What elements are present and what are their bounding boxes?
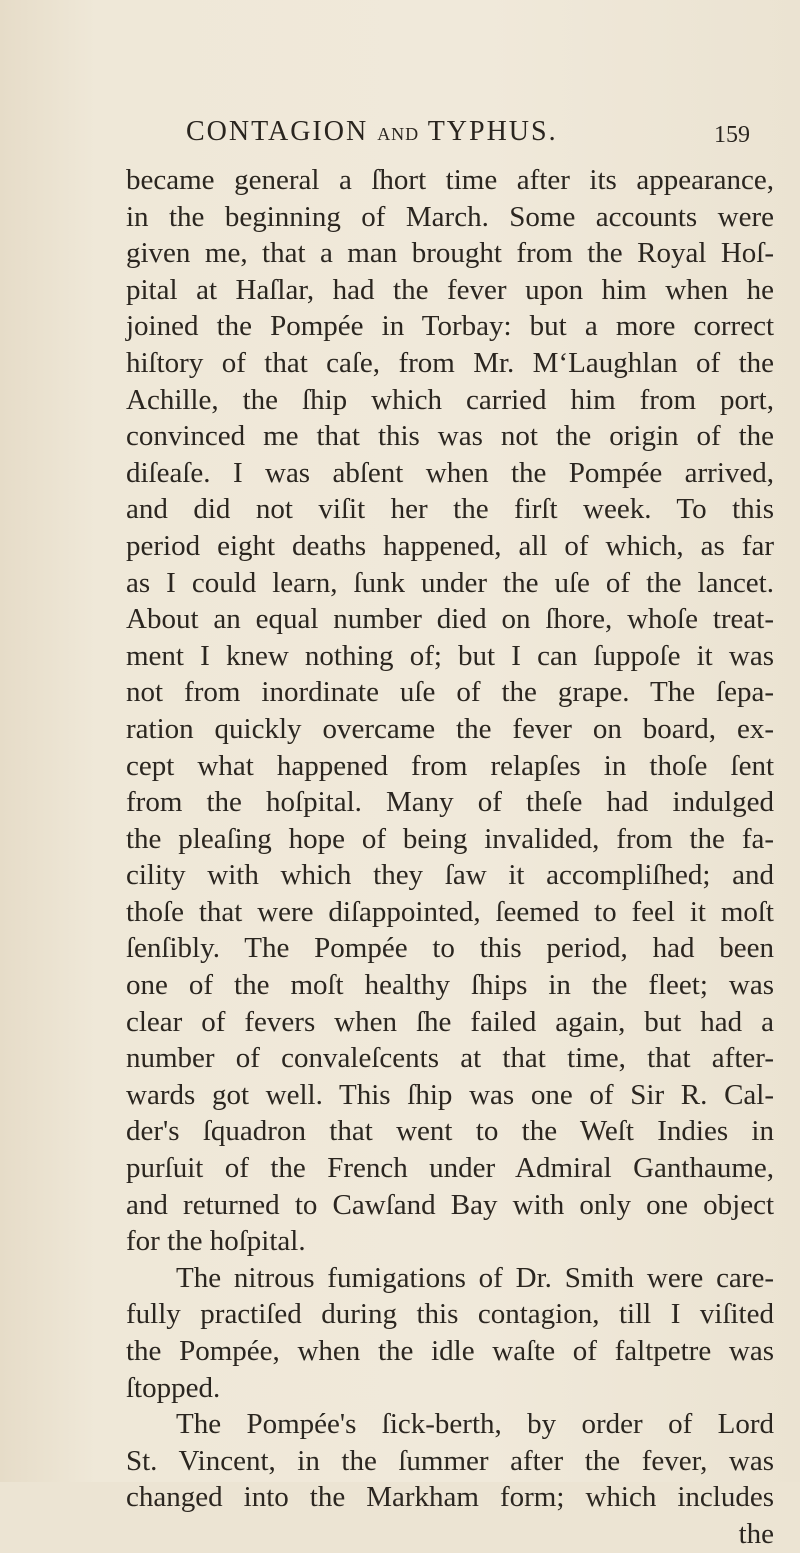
text-line: ration quickly overcame the fever on board, ex-: [126, 712, 774, 745]
text-line: not from inordinate uſe of the grape. The ſepa-: [126, 676, 774, 709]
text-line: number of convaleſcents at that time, that after-: [126, 1042, 774, 1075]
text-line: and returned to Cawſand Bay with only one object: [126, 1188, 774, 1221]
paragraph-start: The nitrous fumigations of Dr. Smith were care-: [176, 1261, 774, 1294]
text-line: in the beginning of March. Some accounts were: [126, 200, 774, 233]
text-line: Achille, the ſhip which carried him from port,: [126, 383, 774, 416]
text-line: joined the Pompée in Torbay: but a more correct: [126, 310, 774, 343]
page-number: 159: [714, 122, 750, 148]
text-line: from the hoſpital. Many of theſe had indulged: [126, 786, 774, 819]
catchword: the: [738, 1517, 774, 1550]
text-line: cept what happened from relapſes in thoſe ſent: [126, 749, 774, 782]
text-line: one of the moſt healthy ſhips in the fleet; was: [126, 969, 774, 1002]
text-line: given me, that a man brought from the Royal Hoſ-: [126, 237, 774, 270]
text-line: thoſe that were diſappointed, ſeemed to feel it moſt: [126, 895, 774, 928]
text-line: About an equal number died on ſhore, whoſe treat-: [126, 603, 774, 636]
text-line: became general a ſhort time after its appearance,: [126, 164, 774, 196]
text-line: der's ſquadron that went to the Weſt Indies in: [126, 1115, 774, 1148]
paragraph-start: The Pompée's ſick-berth, by order of Lord: [176, 1408, 774, 1441]
text-line: diſeaſe. I was abſent when the Pompée arrived,: [126, 456, 774, 489]
text-line: for the hoſpital.: [126, 1225, 306, 1258]
running-head-and: AND: [377, 124, 420, 144]
running-head-title: [186, 116, 558, 148]
text-line: the pleaſing hope of being invalided, from the fa-: [126, 822, 774, 855]
text-line: pital at Haſlar, had the fever upon him when he: [126, 273, 774, 306]
text-line: cility with which they ſaw it accompliſhed; and: [126, 859, 774, 892]
text-line: St. Vincent, in the ſummer after the fever, was: [126, 1444, 774, 1477]
text-line: purſuit of the French under Admiral Ganthaume,: [126, 1152, 774, 1185]
text-line: period eight deaths happened, all of which, as far: [126, 529, 774, 562]
body-text: [126, 162, 774, 1553]
text-line: the Pompée, when the idle waſte of faltpetre was: [126, 1335, 774, 1367]
text-line: ſtopped.: [126, 1371, 221, 1404]
text-line: ſenſibly. The Pompée to this period, had been: [126, 932, 774, 965]
text-line: ment I knew nothing of; but I can ſuppoſe it was: [126, 639, 774, 672]
text-line: wards got well. This ſhip was one of Sir R. Cal-: [126, 1078, 774, 1111]
text-line: hiſtory of that caſe, from Mr. M‘Laughlan of the: [126, 346, 774, 379]
text-line: changed into the Markham form; which includes: [126, 1481, 774, 1514]
text-line: as I could learn, ſunk under the uſe of the lancet.: [126, 566, 774, 599]
text-line: and did not viſit her the firſt week. To this: [126, 493, 774, 526]
running-head-contagion: CONTAGION: [186, 116, 369, 147]
text-line: fully practiſed during this contagion, till I viſited: [126, 1298, 774, 1331]
running-head: [186, 116, 666, 156]
text-line: convinced me that this was not the origin of the: [126, 420, 774, 453]
text-line: clear of fevers when ſhe failed again, but had a: [126, 1005, 774, 1038]
running-head-typhus: TYPHUS.: [427, 116, 558, 147]
